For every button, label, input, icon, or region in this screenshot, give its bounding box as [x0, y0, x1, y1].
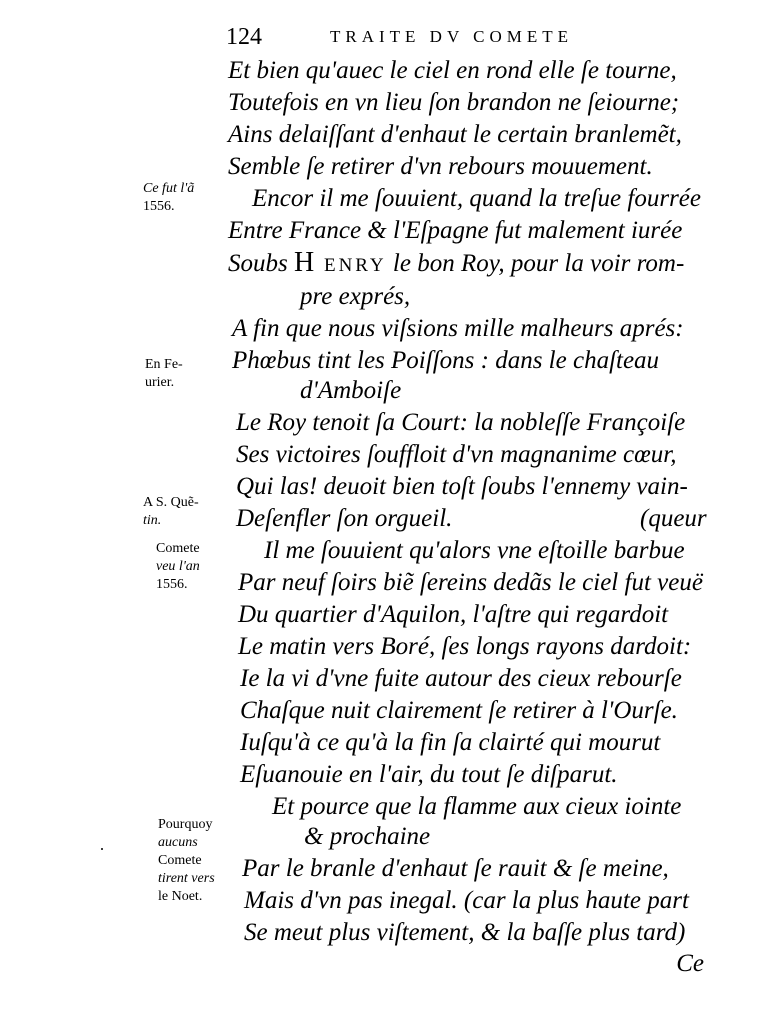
verse-line: Se meut plus viſtement, & la baſſe plus tard): [244, 919, 686, 946]
verse-line: Ie la vi d'vne fuite autour des cieux rebourſe: [240, 665, 682, 692]
verse-line: [228, 248, 684, 281]
margin-note-line: Comete: [156, 541, 200, 556]
verse-line: Ses victoires ſouffloit d'vn magnanime cœur,: [236, 441, 677, 468]
king-name-initial: H: [293, 247, 317, 278]
page-header: [226, 24, 666, 58]
verse-line: d'Amboiſe: [300, 377, 402, 404]
verse-line: Chaſque nuit clairement ſe retirer à l'Ourſe.: [240, 697, 678, 724]
verse-line: Qui las! deuoit bien toſt ſoubs l'ennemy vain-: [236, 473, 688, 500]
margin-note: [143, 494, 199, 530]
margin-note: [143, 180, 194, 216]
verse-line: Iuſqu'à ce qu'à la fin ſa clairté qui mourut: [240, 729, 661, 756]
verse-line: & prochaine: [304, 823, 431, 850]
margin-note-line: veu l'an: [156, 559, 200, 574]
verse-fragment: Soubs: [228, 250, 294, 277]
catchword: Ce: [676, 950, 704, 977]
verse-line: pre exprés,: [300, 283, 411, 310]
king-name-rest: ENRY: [323, 255, 387, 276]
margin-note-line: Comete: [158, 853, 202, 868]
verse-line: Le Roy tenoit ſa Court: la nobleſſe Françoiſe: [236, 409, 686, 436]
verse-line: Toutefois en vn lieu ſon brandon ne ſeiourne;: [228, 89, 680, 116]
verse-line: Il me ſouuient qu'alors vne eſtoille barbue: [264, 537, 685, 564]
margin-note-line: 1556.: [156, 577, 188, 592]
margin-note-line: urier.: [145, 375, 175, 390]
margin-note-line: tirent vers: [158, 871, 215, 886]
margin-note-line: le Noet.: [158, 889, 203, 904]
verse-line: Eſuanouie en l'air, du tout ſe diſparut.: [240, 761, 618, 788]
verse-line: Mais d'vn pas inegal. (car la plus haute part: [244, 887, 689, 914]
margin-note-line: tin.: [143, 513, 162, 528]
margin-note: [145, 356, 183, 392]
ink-speck: [101, 848, 103, 850]
verse-fragment: le bon Roy, pour la voir rom-: [392, 250, 685, 277]
verse-line: Et pource que la flamme aux cieux iointe: [272, 793, 682, 820]
margin-note-line: aucuns: [158, 835, 198, 850]
margin-note-line: A S. Quẽ-: [143, 495, 199, 510]
verse-line: Du quartier d'Aquilon, l'aſtre qui regardoit: [238, 601, 669, 628]
verse-line: Phœbus tint les Poiſſons : dans le chaſteau: [232, 347, 660, 374]
verse-line: Par le branle d'enhaut ſe rauit & ſe meine,: [242, 855, 669, 882]
verse-line: Semble ſe retirer d'vn rebours mouuement.: [228, 153, 653, 180]
king-name: [293, 247, 387, 278]
verse-line: Entre France & l'Eſpagne fut malement iurée: [228, 217, 683, 244]
verse-line: Deſenfler ſon orgueil.: [236, 505, 453, 532]
verse-line: Encor il me ſouuient, quand la treſue fourrée: [252, 185, 701, 212]
margin-note-line: 1556.: [143, 199, 175, 214]
verse-overflow: (queur: [640, 505, 707, 532]
page-number: 124: [226, 24, 262, 50]
verse-line: Par neuf ſoirs biẽ ſereins dedãs le ciel fut veuë: [238, 569, 703, 596]
margin-note: [156, 540, 200, 594]
margin-note-line: Pourquoy: [158, 817, 213, 832]
verse-line: Ains delaiſſant d'enhaut le certain branlemẽt,: [228, 121, 682, 148]
margin-note-line: En Fe-: [145, 357, 183, 372]
verse-line: A fin que nous viſsions mille malheurs aprés:: [232, 315, 684, 342]
margin-note-line: Ce fut l'ã: [143, 181, 195, 196]
running-title: TRAITE DV COMETE: [330, 27, 574, 46]
margin-note: [158, 816, 215, 906]
verse-line: Le matin vers Boré, ſes longs rayons dardoit:: [238, 633, 692, 660]
verse-line: Et bien qu'auec le ciel en rond elle ſe tourne,: [228, 57, 677, 84]
